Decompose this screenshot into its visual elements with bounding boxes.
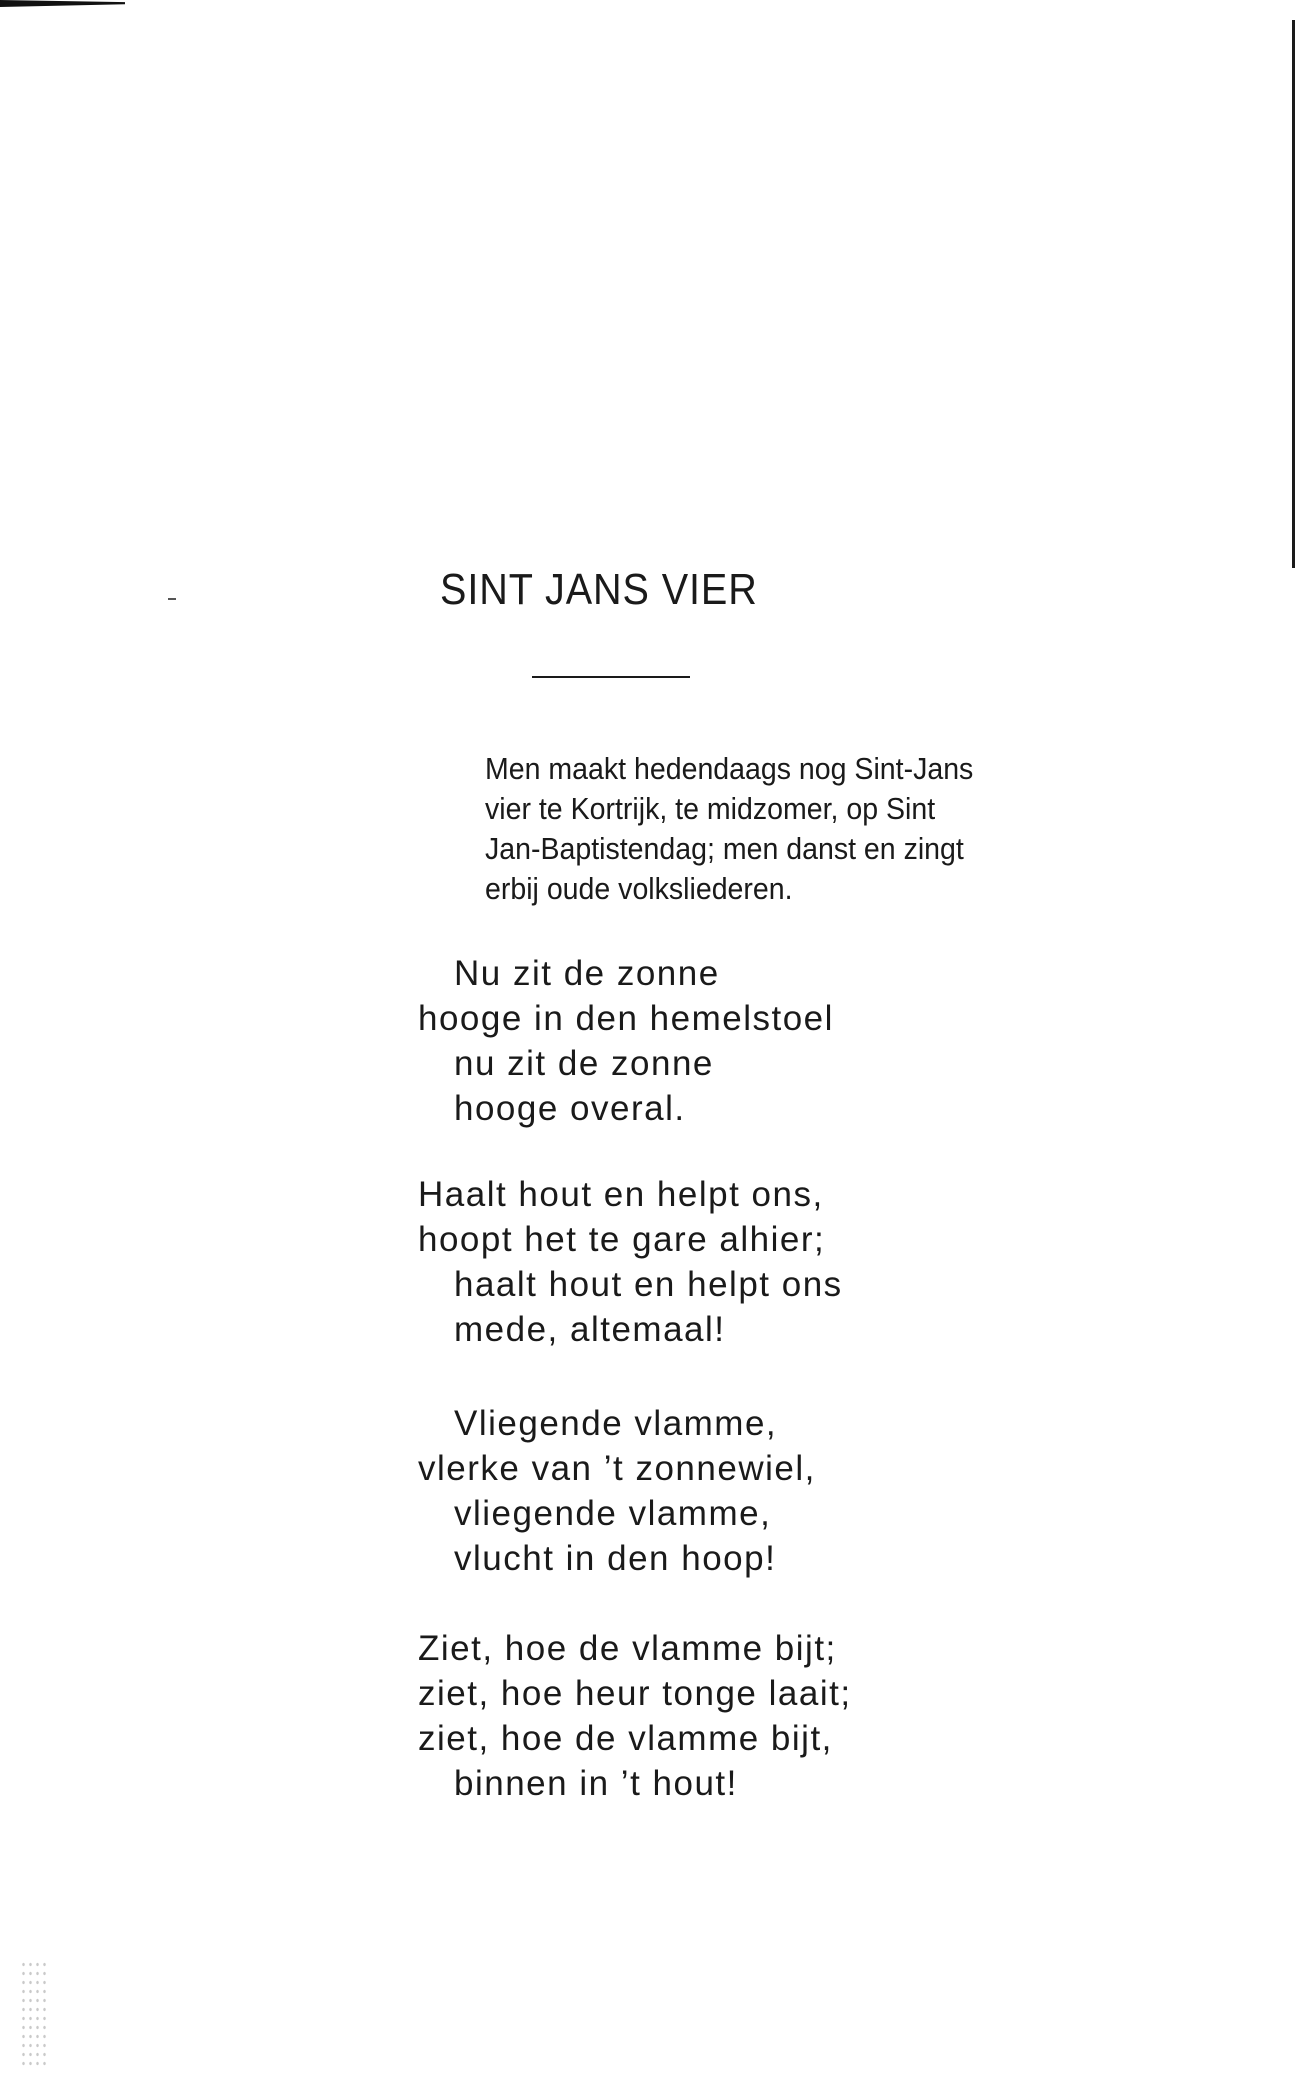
stanza-line: ziet, hoe de vlamme bijt, [418, 1719, 833, 1758]
scan-artifact-right-edge [1292, 20, 1295, 568]
stanza-line: Ziet, hoe de vlamme bijt; [418, 1629, 837, 1668]
stanza-line: ziet, hoe heur tonge laait; [418, 1674, 852, 1713]
stanza-line: vlerke van ’t zonnewiel, [418, 1449, 816, 1488]
stanza-line: vlucht in den hoop! [454, 1539, 777, 1578]
scan-artifact-dash [168, 598, 176, 600]
stanza-line: mede, altemaal! [454, 1310, 726, 1349]
stanza-line: vliegende vlamme, [454, 1494, 772, 1533]
poem-title: SINT JANS VIER [440, 565, 758, 614]
intro-note: Men maakt hedendaags nog Sint-Jans vier te Kortrijk, te midzomer, op Sint Jan-Baptistendag; men danst en zingt erbij oude volksliederen. [485, 751, 974, 906]
stanza-2 [418, 1172, 843, 1352]
stanza-line: hoopt het te gare alhier; [418, 1220, 826, 1259]
stanza-3 [418, 1401, 816, 1581]
stanza-line: hooge in den hemelstoel [418, 999, 834, 1038]
title-rule [532, 676, 690, 678]
stanza-line: haalt hout en helpt ons [454, 1265, 843, 1304]
stanza-line: Haalt hout en helpt ons, [418, 1175, 824, 1214]
stanza-line: hooge overal. [454, 1089, 686, 1128]
scan-artifact-specks [20, 1960, 50, 2070]
stanza-line: Nu zit de zonne [454, 954, 720, 993]
stanza-line: binnen in ’t hout! [454, 1764, 738, 1803]
stanza-4 [418, 1626, 852, 1806]
stanza-line: nu zit de zonne [454, 1044, 714, 1083]
stanza-1 [418, 951, 834, 1131]
stanza-line: Vliegende vlamme, [454, 1404, 778, 1443]
scan-artifact-top [0, 0, 125, 7]
